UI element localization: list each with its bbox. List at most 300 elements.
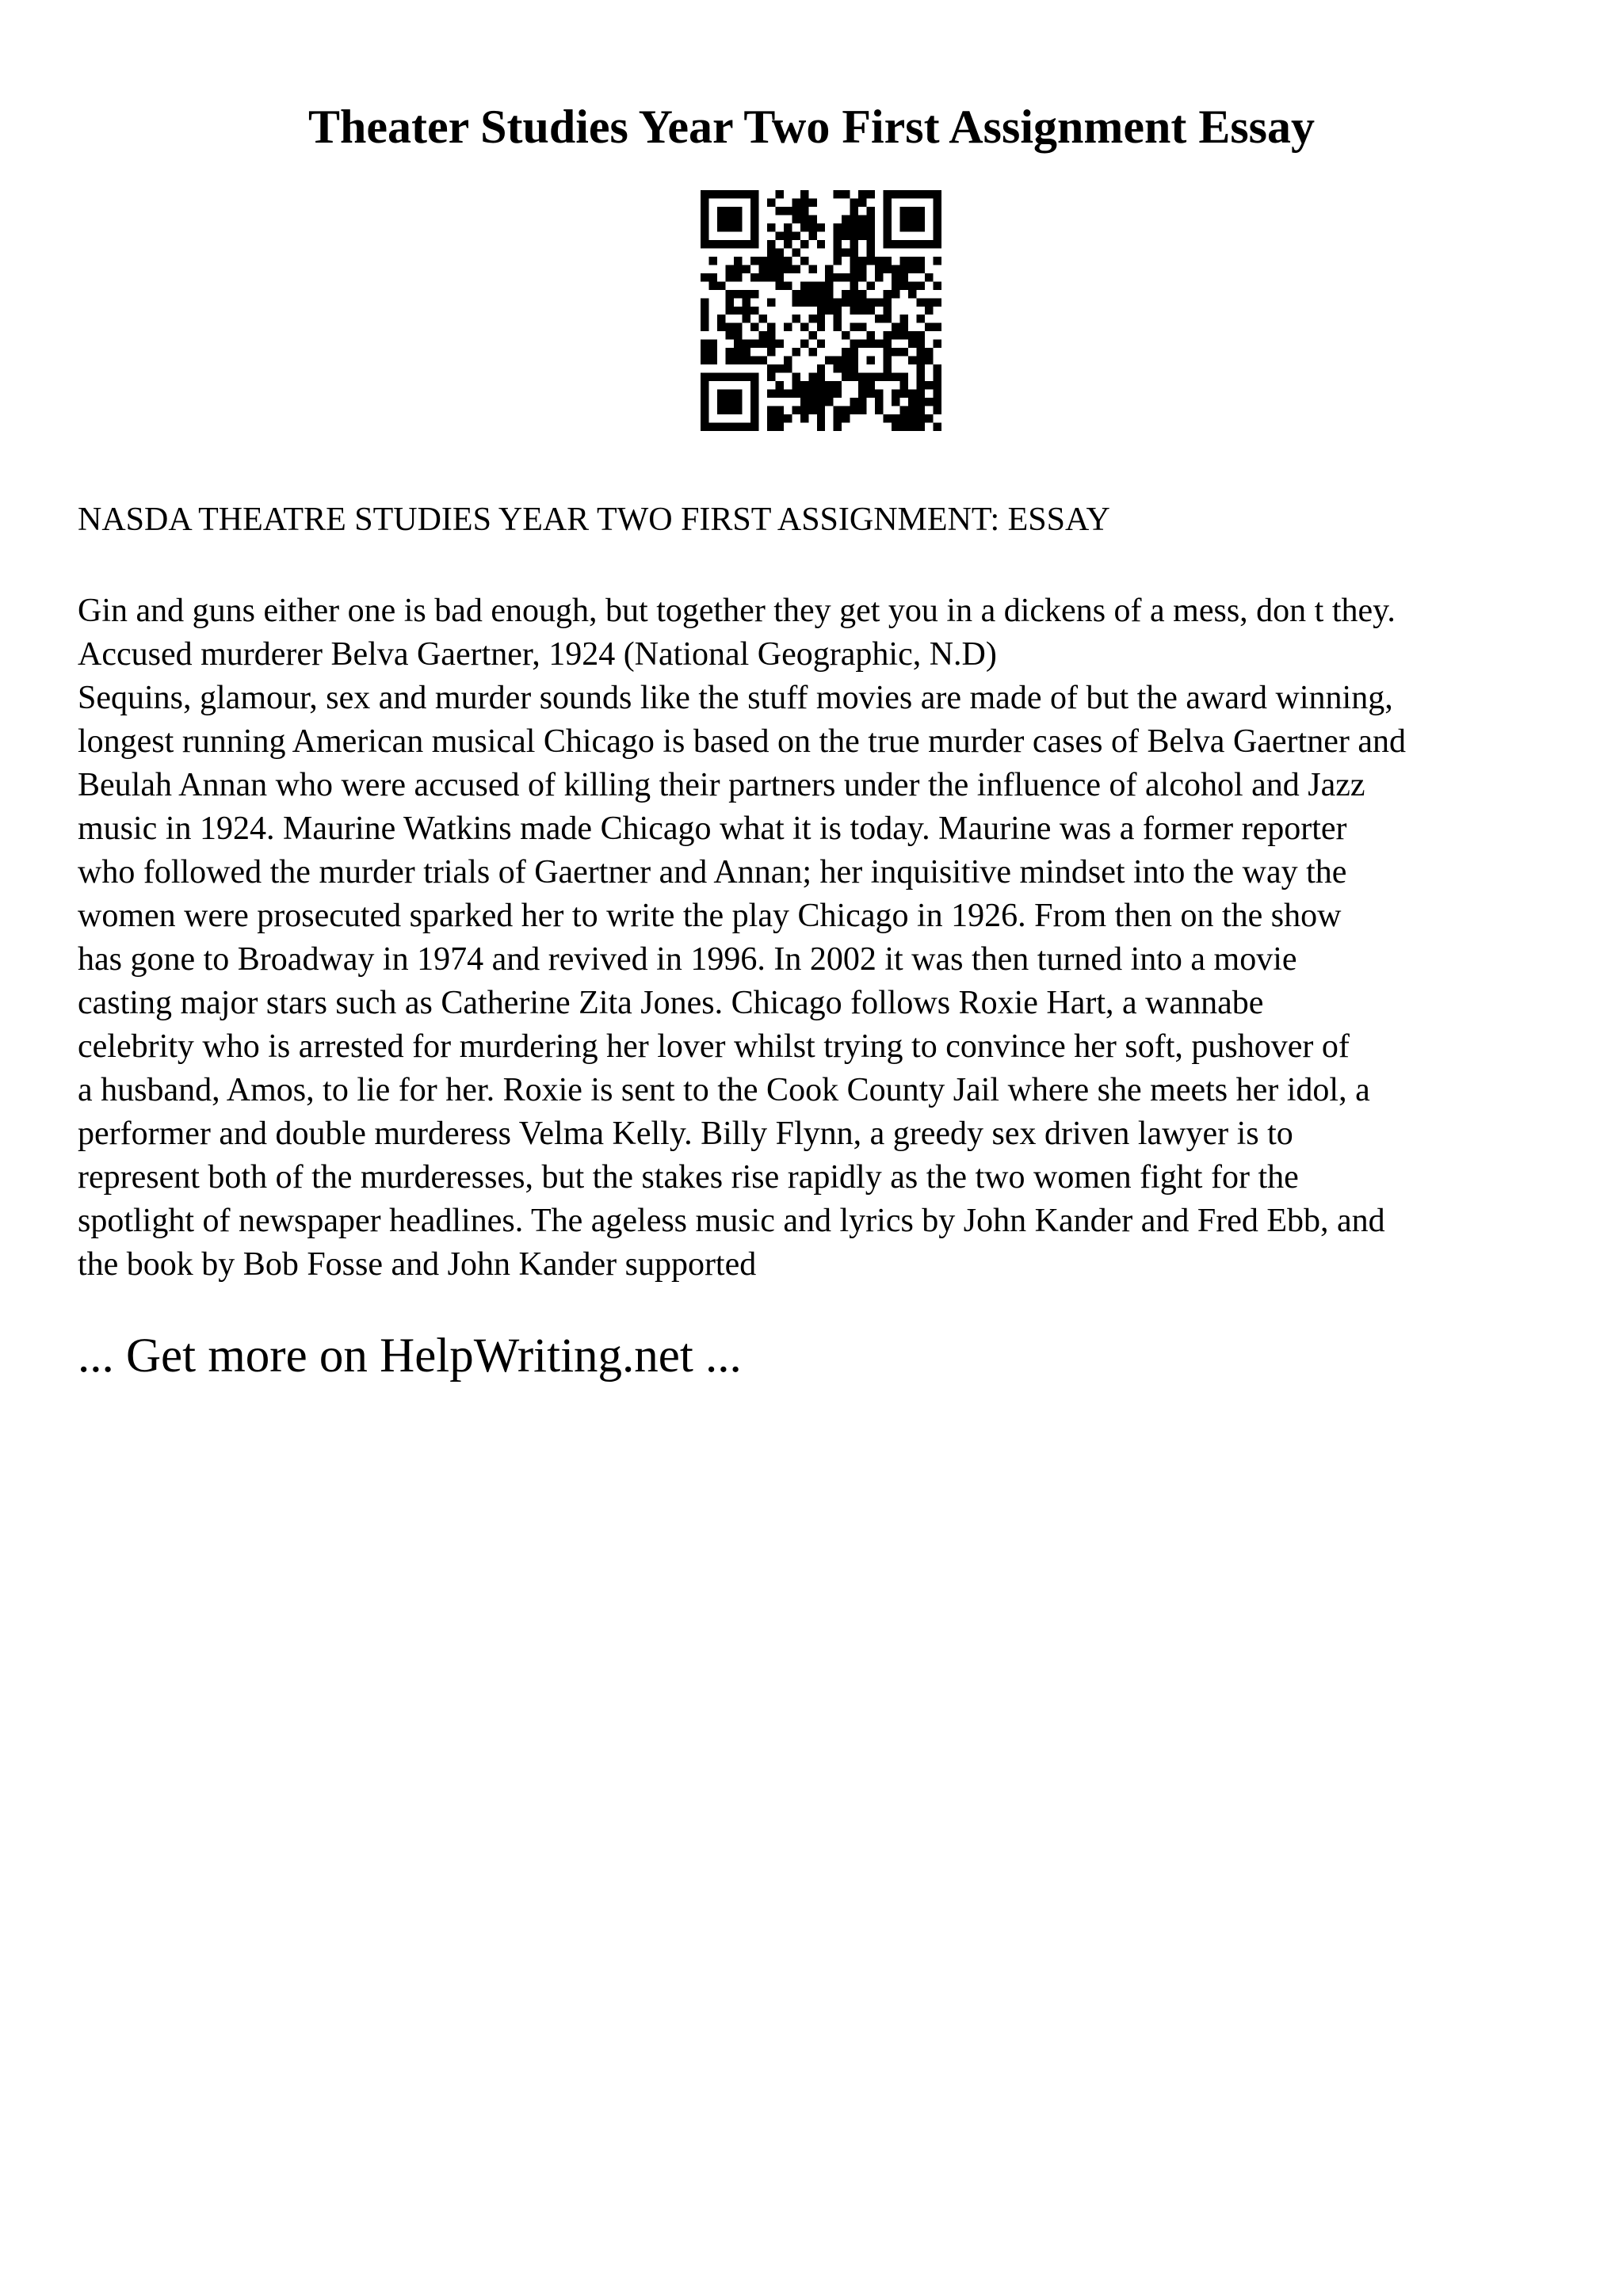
qr-module (808, 390, 816, 398)
qr-module (875, 265, 883, 273)
qr-module (850, 223, 858, 231)
qr-module (825, 357, 833, 364)
qr-module (758, 331, 766, 339)
qr-module (701, 207, 708, 215)
qr-module (892, 281, 899, 289)
qr-module (834, 423, 842, 431)
qr-module (834, 190, 842, 198)
qr-module (925, 323, 933, 331)
qr-module (800, 398, 808, 406)
qr-module (701, 323, 708, 331)
qr-module (900, 207, 908, 215)
qr-module (817, 423, 825, 431)
qr-module (858, 190, 866, 198)
qr-module (908, 406, 916, 414)
essay-line: spotlight of newspaper headlines. The ageless music and lyrics by John Kander and Fred Ebb, and (78, 1203, 1385, 1239)
qr-module (708, 257, 716, 265)
qr-module (725, 357, 733, 364)
qr-module (884, 357, 892, 364)
qr-module (808, 290, 816, 298)
qr-module (800, 198, 808, 206)
qr-module (842, 373, 850, 381)
qr-module (725, 215, 733, 223)
qr-module (817, 298, 825, 306)
qr-module (717, 207, 725, 215)
qr-module (775, 281, 783, 289)
qr-module (808, 373, 816, 381)
qr-module (708, 281, 716, 289)
qr-module (850, 307, 858, 315)
qr-module (917, 423, 925, 431)
qr-module (834, 315, 842, 322)
qr-module (825, 265, 833, 273)
qr-module (825, 390, 833, 398)
qr-module (875, 273, 883, 281)
qr-module (850, 240, 858, 248)
qr-module (800, 381, 808, 389)
qr-module (850, 340, 858, 348)
qr-module (875, 315, 883, 322)
essay-line: the book by Bob Fosse and John Kander supported (78, 1246, 757, 1283)
qr-module (834, 390, 842, 398)
qr-module (858, 257, 866, 265)
qr-module (792, 248, 800, 256)
qr-module (717, 215, 725, 223)
qr-module (875, 398, 883, 406)
qr-module (850, 357, 858, 364)
qr-module (808, 348, 816, 356)
qr-module (725, 373, 733, 381)
qr-module (758, 340, 766, 348)
qr-module (884, 364, 892, 372)
qr-module (708, 357, 716, 364)
qr-module (934, 198, 941, 206)
qr-module (917, 223, 925, 231)
qr-module (858, 373, 866, 381)
qr-module (884, 290, 892, 298)
qr-module (742, 373, 750, 381)
qr-module (734, 223, 742, 231)
qr-module (742, 348, 750, 356)
qr-module (717, 323, 725, 331)
qr-module (867, 390, 875, 398)
qr-module (817, 373, 825, 381)
qr-module (775, 340, 783, 348)
qr-module (725, 190, 733, 198)
qr-module (767, 273, 775, 281)
qr-module (701, 348, 708, 356)
qr-module (734, 257, 742, 265)
qr-module (800, 215, 808, 223)
qr-module (701, 215, 708, 223)
qr-module (850, 257, 858, 265)
qr-module (908, 331, 916, 339)
qr-module (817, 381, 825, 389)
qr-module (725, 298, 733, 306)
qr-module (858, 198, 866, 206)
qr-module (867, 248, 875, 256)
qr-module (800, 414, 808, 422)
qr-module (750, 207, 758, 215)
qr-module (750, 423, 758, 431)
qr-module (750, 190, 758, 198)
qr-module (784, 323, 792, 331)
qr-module (717, 390, 725, 398)
qr-module (817, 223, 825, 231)
qr-module (808, 281, 816, 289)
qr-module (750, 373, 758, 381)
qr-module (750, 257, 758, 265)
qr-module (701, 398, 708, 406)
qr-module (884, 257, 892, 265)
qr-module (742, 423, 750, 431)
qr-module (767, 348, 775, 356)
qr-module (750, 307, 758, 315)
qr-module (925, 273, 933, 281)
qr-module (900, 240, 908, 248)
essay-line: represent both of the murderesses, but the stakes rise rapidly as the two women fight for the (78, 1159, 1299, 1196)
qr-module (842, 190, 850, 198)
qr-module (825, 398, 833, 406)
qr-module (808, 223, 816, 231)
qr-module (858, 298, 866, 306)
qr-module (850, 406, 858, 414)
qr-module (900, 273, 908, 281)
qr-module (867, 207, 875, 215)
qr-module (800, 390, 808, 398)
qr-module (867, 190, 875, 198)
qr-module (792, 348, 800, 356)
qr-module (917, 357, 925, 364)
essay-line: Sequins, glamour, sex and murder sounds like the stuff movies are made of but the award winning, (78, 680, 1393, 716)
qr-module (867, 331, 875, 339)
qr-module (775, 381, 783, 389)
qr-module (750, 198, 758, 206)
qr-module (734, 348, 742, 356)
qr-module (900, 406, 908, 414)
qr-module (750, 290, 758, 298)
qr-module (867, 340, 875, 348)
qr-module (884, 231, 892, 239)
qr-module (908, 190, 916, 198)
qr-module (717, 223, 725, 231)
qr-module (908, 340, 916, 348)
essay-line: women were prosecuted sparked her to write the play Chicago in 1926. From then on the show (78, 898, 1342, 934)
essay-line: a husband, Amos, to lie for her. Roxie is sent to the Cook County Jail where she meets her idol, a (78, 1072, 1370, 1108)
qr-module (734, 190, 742, 198)
qr-code-graphic (701, 190, 941, 431)
qr-module (917, 390, 925, 398)
qr-module (892, 240, 899, 248)
qr-module (900, 414, 908, 422)
qr-module (858, 390, 866, 398)
qr-module (734, 406, 742, 414)
qr-module (875, 373, 883, 381)
qr-module (850, 273, 858, 281)
qr-module (784, 281, 792, 289)
essay-line: Gin and guns either one is bad enough, but together they get you in a dickens of a mess, don t they. (78, 593, 1396, 629)
qr-module (850, 323, 858, 331)
qr-module (858, 265, 866, 273)
qr-module (892, 414, 899, 422)
qr-module (925, 190, 933, 198)
qr-module (742, 240, 750, 248)
qr-module (742, 357, 750, 364)
qr-module (775, 273, 783, 281)
qr-module (701, 231, 708, 239)
qr-module (884, 207, 892, 215)
qr-module (834, 381, 842, 389)
essay-line: Accused murderer Belva Gaertner, 1924 (National Geographic, N.D) (78, 636, 997, 673)
qr-module (825, 307, 833, 315)
qr-module (725, 348, 733, 356)
qr-module (867, 257, 875, 265)
qr-module (758, 315, 766, 322)
qr-module (908, 390, 916, 398)
qr-module (900, 190, 908, 198)
qr-module (934, 223, 941, 231)
qr-module (725, 273, 733, 281)
qr-module (867, 357, 875, 364)
qr-module (701, 340, 708, 348)
qr-module (925, 240, 933, 248)
qr-module (834, 357, 842, 364)
qr-module (701, 315, 708, 322)
qr-module (725, 240, 733, 248)
qr-module (858, 340, 866, 348)
qr-module (934, 190, 941, 198)
qr-module (817, 398, 825, 406)
qr-module (834, 298, 842, 306)
qr-module (817, 364, 825, 372)
qr-module (884, 348, 892, 356)
qr-module (750, 231, 758, 239)
qr-module (767, 223, 775, 231)
qr-module (900, 423, 908, 431)
qr-module (900, 373, 908, 381)
qr-module (792, 298, 800, 306)
qr-module (925, 357, 933, 364)
qr-module (875, 390, 883, 398)
qr-module (892, 423, 899, 431)
qr-module (717, 315, 725, 322)
qr-module (734, 390, 742, 398)
qr-module (917, 406, 925, 414)
qr-module (908, 414, 916, 422)
qr-module (908, 257, 916, 265)
qr-module (742, 315, 750, 322)
get-more-link[interactable] (78, 1325, 1568, 1388)
qr-module (767, 248, 775, 256)
qr-module (734, 215, 742, 223)
qr-module (701, 357, 708, 364)
qr-module (767, 257, 775, 265)
qr-module (717, 398, 725, 406)
qr-module (784, 223, 792, 231)
qr-module (767, 298, 775, 306)
qr-module (800, 323, 808, 331)
qr-module (858, 381, 866, 389)
qr-module (734, 373, 742, 381)
qr-module (850, 290, 858, 298)
qr-module (884, 265, 892, 273)
qr-module (925, 398, 933, 406)
qr-module (717, 190, 725, 198)
qr-module (750, 215, 758, 223)
qr-module (917, 414, 925, 422)
essay-line: longest running American musical Chicago is based on the true murder cases of Belva Gaertner and (78, 723, 1406, 760)
qr-module (775, 406, 783, 414)
qr-module (900, 323, 908, 331)
qr-module (725, 307, 733, 315)
qr-module (892, 290, 899, 298)
qr-module (701, 240, 708, 248)
get-more-link-text[interactable]: ... Get more on HelpWriting.net ... (78, 1329, 742, 1383)
essay-line: has gone to Broadway in 1974 and revived in 1996. In 2002 it was then turned into a movie (78, 941, 1297, 978)
qr-module (750, 240, 758, 248)
qr-module (834, 364, 842, 372)
qr-module (767, 364, 775, 372)
qr-module (767, 406, 775, 414)
qr-module (808, 231, 816, 239)
qr-module (800, 190, 808, 198)
qr-module (734, 323, 742, 331)
qr-module (725, 290, 733, 298)
qr-module (850, 265, 858, 273)
qr-module (784, 364, 792, 372)
qr-module (767, 331, 775, 339)
qr-module (834, 307, 842, 315)
qr-module (908, 423, 916, 431)
qr-module (834, 273, 842, 281)
qr-module (817, 406, 825, 414)
qr-module (867, 223, 875, 231)
qr-module (934, 381, 941, 389)
essay-line: performer and double murderess Velma Kelly. Billy Flynn, a greedy sex driven lawyer is to (78, 1116, 1293, 1152)
qr-module (834, 223, 842, 231)
qr-module (717, 423, 725, 431)
qr-module (725, 398, 733, 406)
qr-module (701, 414, 708, 422)
qr-module (800, 207, 808, 215)
qr-module (917, 281, 925, 289)
qr-module (884, 198, 892, 206)
qr-module (775, 248, 783, 256)
qr-module (734, 265, 742, 273)
qr-module (817, 290, 825, 298)
qr-module (767, 265, 775, 273)
qr-module (842, 298, 850, 306)
qr-module (850, 373, 858, 381)
qr-module (742, 190, 750, 198)
qr-module (725, 223, 733, 231)
qr-module (858, 223, 866, 231)
qr-module (850, 398, 858, 406)
qr-module (875, 298, 883, 306)
qr-module (892, 331, 899, 339)
qr-module (934, 298, 941, 306)
qr-module (842, 248, 850, 256)
qr-module (784, 207, 792, 215)
qr-module (750, 323, 758, 331)
qr-module (808, 406, 816, 414)
qr-module (842, 215, 850, 223)
qr-module (734, 290, 742, 298)
qr-module (884, 373, 892, 381)
essay-line: casting major stars such as Catherine Zita Jones. Chicago follows Roxie Hart, a wannabe (78, 985, 1264, 1021)
qr-module (934, 257, 941, 265)
qr-module (742, 307, 750, 315)
qr-module (834, 406, 842, 414)
qr-module (784, 231, 792, 239)
qr-module (725, 406, 733, 414)
qr-module (758, 265, 766, 273)
qr-module (792, 390, 800, 398)
qr-module (925, 381, 933, 389)
qr-module (792, 373, 800, 381)
qr-module (917, 257, 925, 265)
qr-module (725, 207, 733, 215)
qr-module (734, 423, 742, 431)
qr-module (908, 357, 916, 364)
qr-module (701, 223, 708, 231)
qr-module (917, 207, 925, 215)
qr-module (717, 373, 725, 381)
qr-module (934, 364, 941, 372)
qr-module (734, 398, 742, 406)
qr-module (892, 373, 899, 381)
qr-module (892, 265, 899, 273)
qr-module (834, 248, 842, 256)
qr-module (750, 340, 758, 348)
qr-module (934, 323, 941, 331)
qr-module (817, 340, 825, 348)
qr-module (750, 414, 758, 422)
qr-module (867, 215, 875, 223)
qr-module (850, 198, 858, 206)
qr-module (734, 207, 742, 215)
qr-module (917, 190, 925, 198)
qr-module (817, 307, 825, 315)
qr-module (917, 331, 925, 339)
qr-module (775, 231, 783, 239)
qr-module (884, 240, 892, 248)
qr-module (784, 265, 792, 273)
qr-module (708, 273, 716, 281)
qr-module (842, 231, 850, 239)
qr-module (858, 273, 866, 281)
qr-module (767, 390, 775, 398)
qr-module (842, 348, 850, 356)
qr-module (917, 315, 925, 322)
qr-module (900, 281, 908, 289)
qr-module (900, 265, 908, 273)
qr-module (775, 207, 783, 215)
qr-module (734, 340, 742, 348)
essay-line: Beulah Annan who were accused of killing their partners under the influence of alcohol and Jazz (78, 767, 1365, 803)
qr-module (858, 398, 866, 406)
qr-module (817, 390, 825, 398)
essay-heading: NASDA THEATRE STUDIES YEAR TWO FIRST ASSIGNMENT: ESSAY (78, 502, 1110, 538)
qr-module (767, 323, 775, 331)
qr-module (725, 265, 733, 273)
qr-module (725, 323, 733, 331)
qr-module (934, 373, 941, 381)
qr-module (775, 265, 783, 273)
qr-module (708, 340, 716, 348)
qr-module (808, 381, 816, 389)
qr-module (900, 390, 908, 398)
